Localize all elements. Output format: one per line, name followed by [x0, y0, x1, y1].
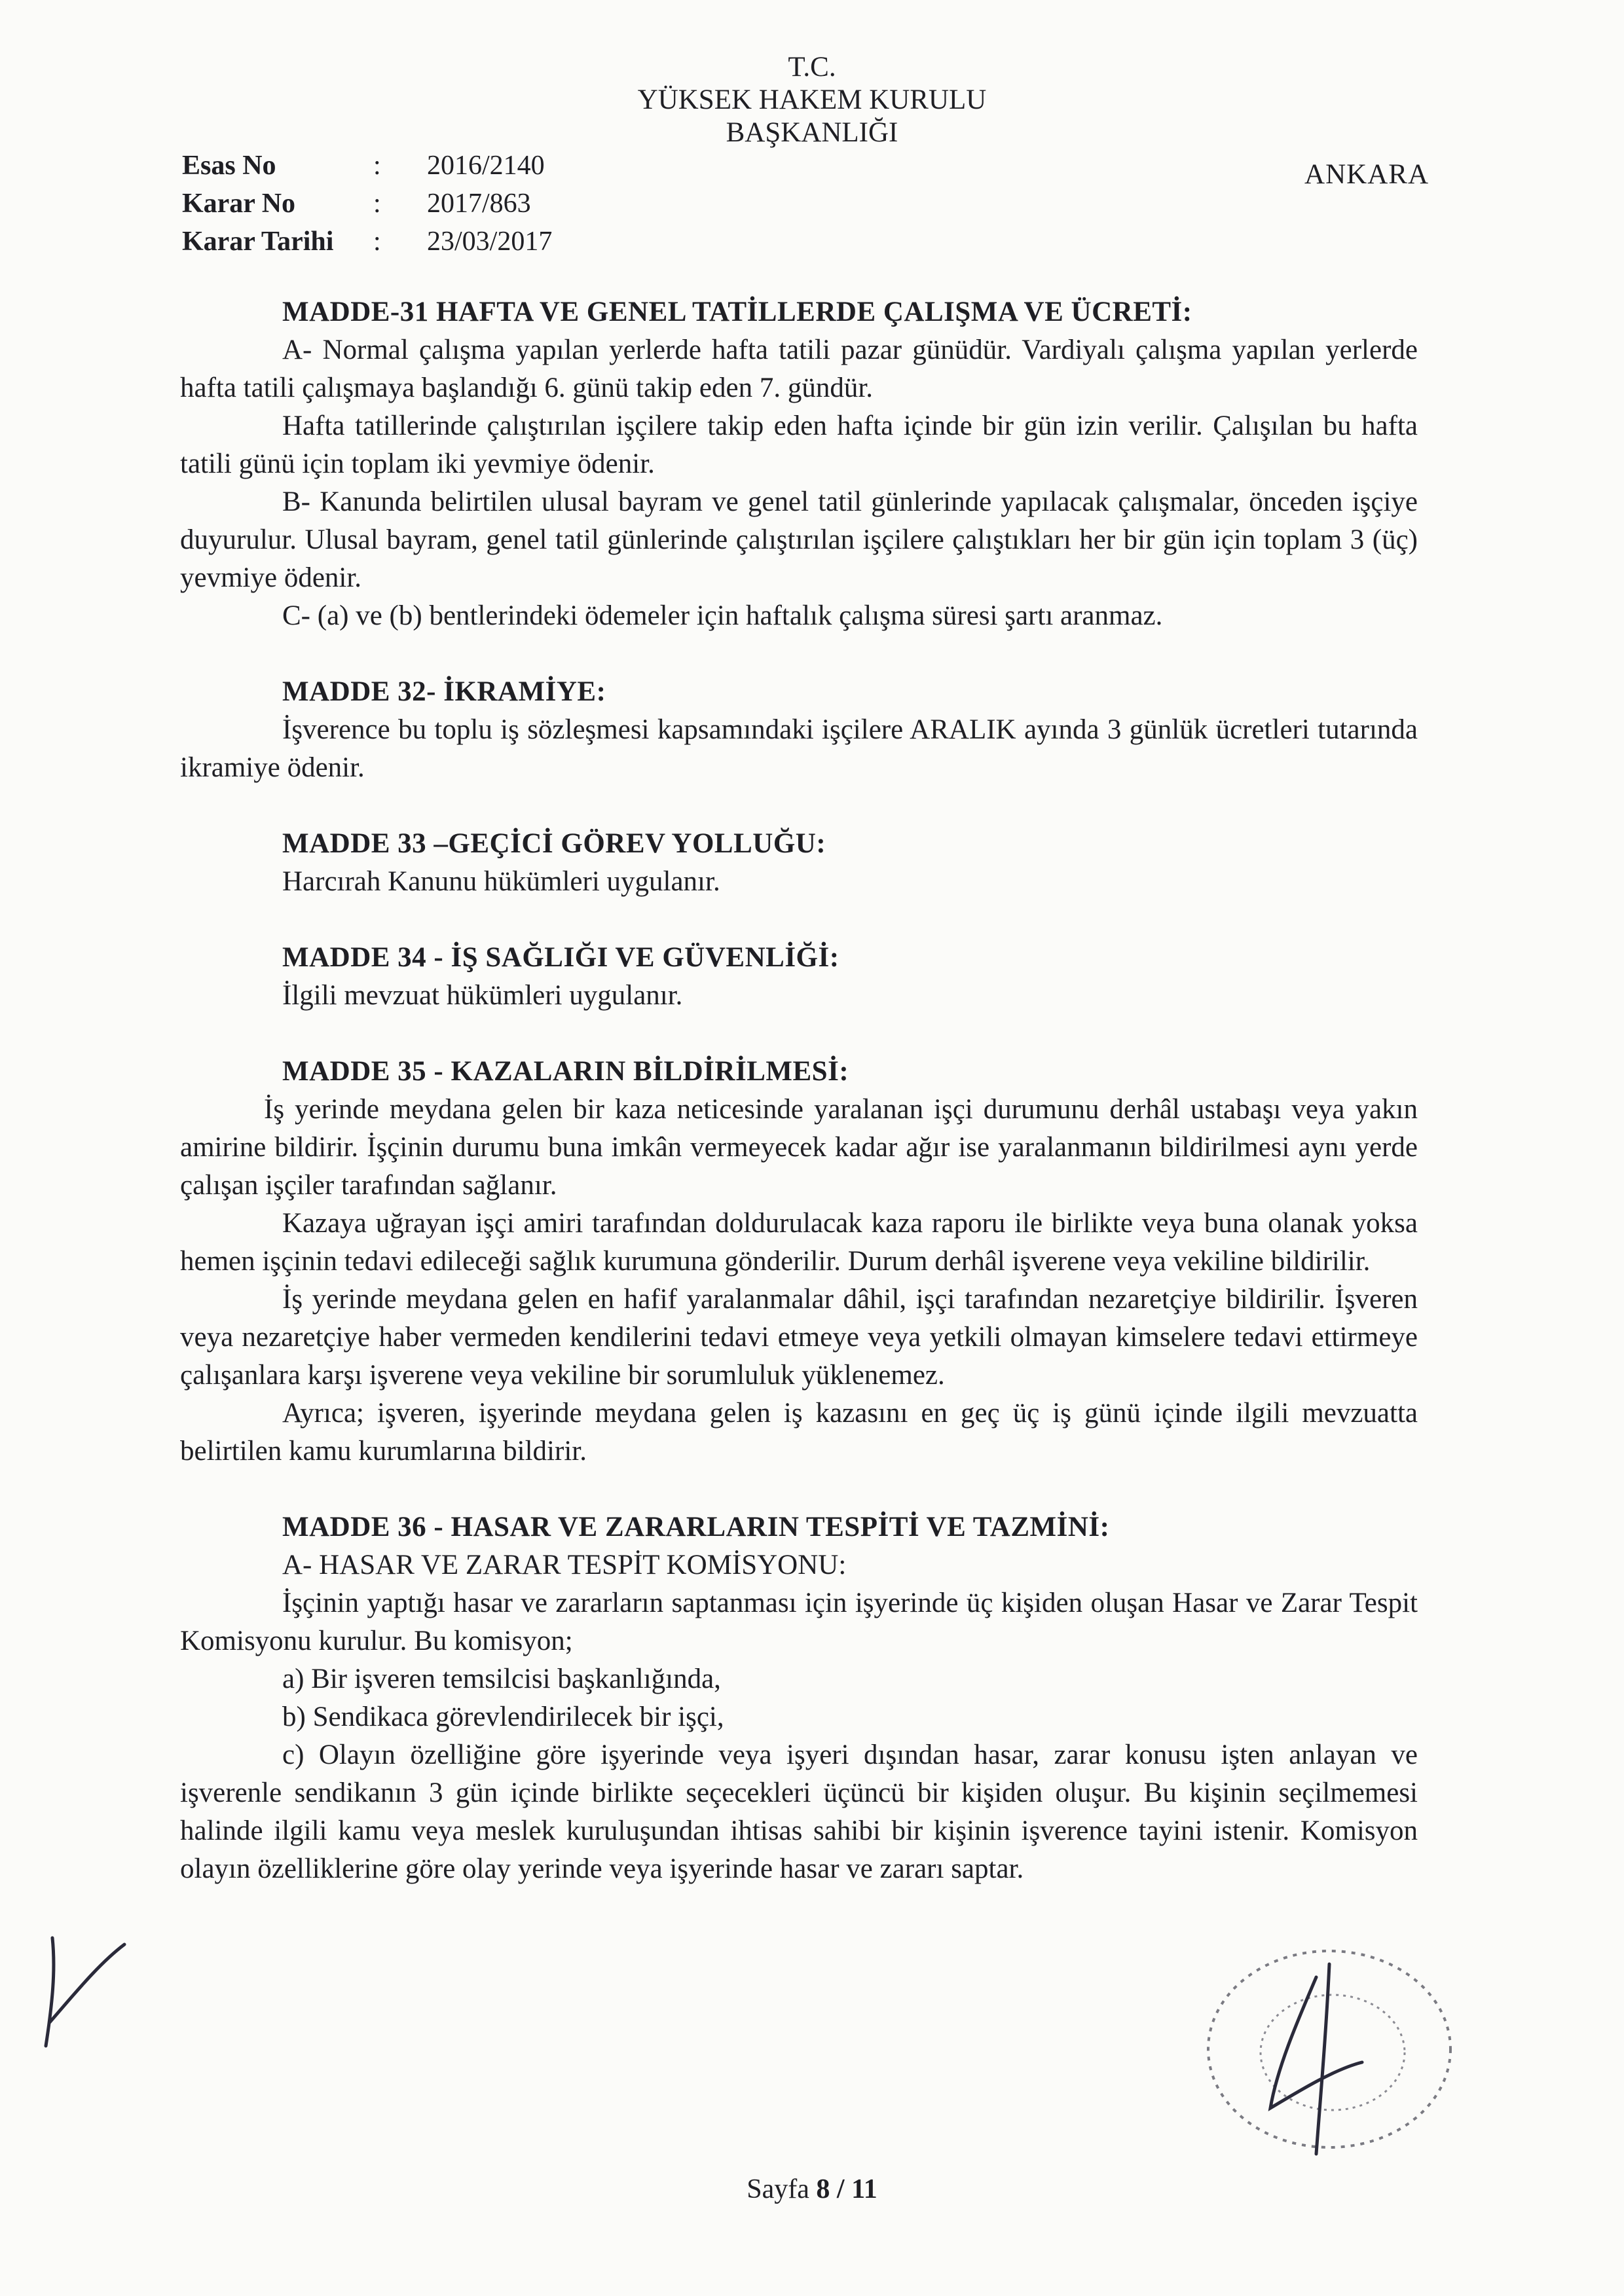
header-institution: YÜKSEK HAKEM KURULU	[637, 84, 987, 115]
article-36-item-b: b) Sendikaca görevlendirilecek bir işçi,	[282, 1702, 724, 1732]
esas-label: Esas No	[182, 151, 276, 181]
karar-colon: :	[373, 189, 381, 219]
case-metadata	[182, 147, 552, 261]
article-31-para-2: Hafta tatillerinde çalıştırılan işçilere takip eden hafta içinde bir gün izin verilir. Çalışılan bu hafta tatili günü için toplam iki yevmiye ödenir.	[180, 410, 1418, 479]
article-33-title: MADDE 33 –GEÇİCİ GÖREV YOLLUĞU:	[282, 828, 826, 859]
article-31-para-3: B- Kanunda belirtilen ulusal bayram ve genel tatil günlerinde yapılacak çalışmalar, önceden işçiye duyurulur. Ulusal bayram, genel tatil günlerinde çalıştırılan işçilere çalıştıkları her bir gün için toplam 3 (üç) yevmiye ödenir.	[180, 486, 1418, 593]
article-31-para-1: A- Normal çalışma yapılan yerlerde hafta tatili pazar günüdür. Vardiyalı çalışma yapılan yerlerde hafta tatili çalışmaya başlandığı 6. günü takip eden 7. gündür.	[180, 335, 1418, 403]
karar-row	[182, 185, 552, 223]
article-34-title: MADDE 34 - İŞ SAĞLIĞI VE GÜVENLİĞİ:	[282, 942, 840, 973]
article-31-para-4: C- (a) ve (b) bentlerindeki ödemeler için haftalık çalışma süresi şartı aranmaz.	[282, 600, 1163, 631]
article-36-subtitle: A- HASAR VE ZARAR TESPİT KOMİSYONU:	[282, 1550, 847, 1580]
article-32-para-1: İşverence bu toplu iş sözleşmesi kapsamındaki işçilere ARALIK ayında 3 günlük ücretleri tutarında ikramiye ödenir.	[180, 714, 1418, 783]
karar-value: 2017/863	[427, 189, 531, 219]
document-body	[180, 293, 1418, 1888]
tarih-colon: :	[373, 227, 381, 257]
article-36-title: MADDE 36 - HASAR VE ZARARLARIN TESPİTİ VE TAZMİNİ:	[282, 1512, 1110, 1542]
article-35-para-4: Ayrıca; işveren, işyerinde meydana gelen iş kazasını en geç üç iş günü içinde ilgili mevzuatta belirtilen kamu kurumlarına bildirir.	[180, 1398, 1418, 1467]
article-33-para-1: Harcırah Kanunu hükümleri uygulanır.	[282, 866, 720, 897]
article-32-title: MADDE 32- İKRAMİYE:	[282, 676, 606, 707]
article-36-para-1: İşçinin yaptığı hasar ve zararların saptanması için işyerinde üç kişiden oluşan Hasar ve Zarar Tespit Komisyonu kurulur. Bu komisyon;	[180, 1588, 1418, 1656]
article-36-item-a: a) Bir işveren temsilcisi başkanlığında,	[282, 1664, 721, 1694]
article-36-item-c: c) Olayın özelliğine göre işyerinde veya işyeri dışından hasar, zarar konusu işten anlayan ve işverenle sendikanın 3 gün içinde birlikte seçecekleri üçüncü bir kişiden oluşur. Bu kişinin seçilmemesi halinde ilgili kamu veya meslek kuruluşundan ihtisas sahibi bir kişinin işverence tayini istenir. Komisyon olayın özelliklerine göre olay yerinde veya işyerinde hasar ve zararı saptar.	[180, 1740, 1418, 1884]
header-tc: T.C.	[788, 52, 836, 82]
signature-mark	[26, 1925, 144, 2056]
seal-stamp	[1198, 1938, 1473, 2160]
karar-label: Karar No	[182, 189, 296, 219]
page-current: 8	[816, 2174, 830, 2204]
header-presidency: BAŞKANLIĞI	[726, 117, 898, 148]
page-separator: /	[830, 2174, 852, 2204]
tarih-row	[182, 223, 552, 261]
esas-row	[182, 147, 552, 185]
article-35-para-1: İş yerinde meydana gelen bir kaza neticesinde yaralanan işçi durumunu derhâl ustabaşı veya yakın amirine bildirir. İşçinin durumu buna imkân vermeyecek kadar ağır ise yaralanmanın bildirilmesi aynı yerde çalışan işçiler tarafından sağlanır.	[180, 1094, 1418, 1201]
article-35-para-2: Kazaya uğrayan işçi amiri tarafından doldurulacak kaza raporu ile birlikte veya buna olanak yoksa hemen işçinin tedavi edileceği sağlık kurumuna gönderilir. Durum derhâl işverene veya vekiline bildirilir.	[180, 1208, 1418, 1277]
page-number	[0, 2174, 1624, 2205]
article-35-para-3: İş yerinde meydana gelen en hafif yaralanmalar dâhil, işçi tarafından nezaretçiye bildirilir. İşveren veya nezaretçiye haber vermeden kendilerini tedavi etmeye veya yetkili olmayan kimselere tedavi ettirmeye çalışanlara karşı işverene veya vekiline bir sorumluluk yüklenemez.	[180, 1284, 1418, 1391]
tarih-label: Karar Tarihi	[182, 227, 334, 257]
esas-value: 2016/2140	[427, 151, 545, 181]
esas-colon: :	[373, 151, 381, 181]
city-label: ANKARA	[1304, 159, 1429, 190]
tarih-value: 23/03/2017	[427, 227, 553, 257]
page-prefix: Sayfa	[747, 2174, 817, 2204]
article-31-title: MADDE-31 HAFTA VE GENEL TATİLLERDE ÇALIŞMA VE ÜCRETİ:	[282, 297, 1192, 327]
article-34-para-1: İlgili mevzuat hükümleri uygulanır.	[282, 980, 683, 1011]
page-total: 11	[851, 2174, 877, 2204]
article-35-title: MADDE 35 - KAZALARIN BİLDİRİLMESİ:	[282, 1056, 849, 1087]
